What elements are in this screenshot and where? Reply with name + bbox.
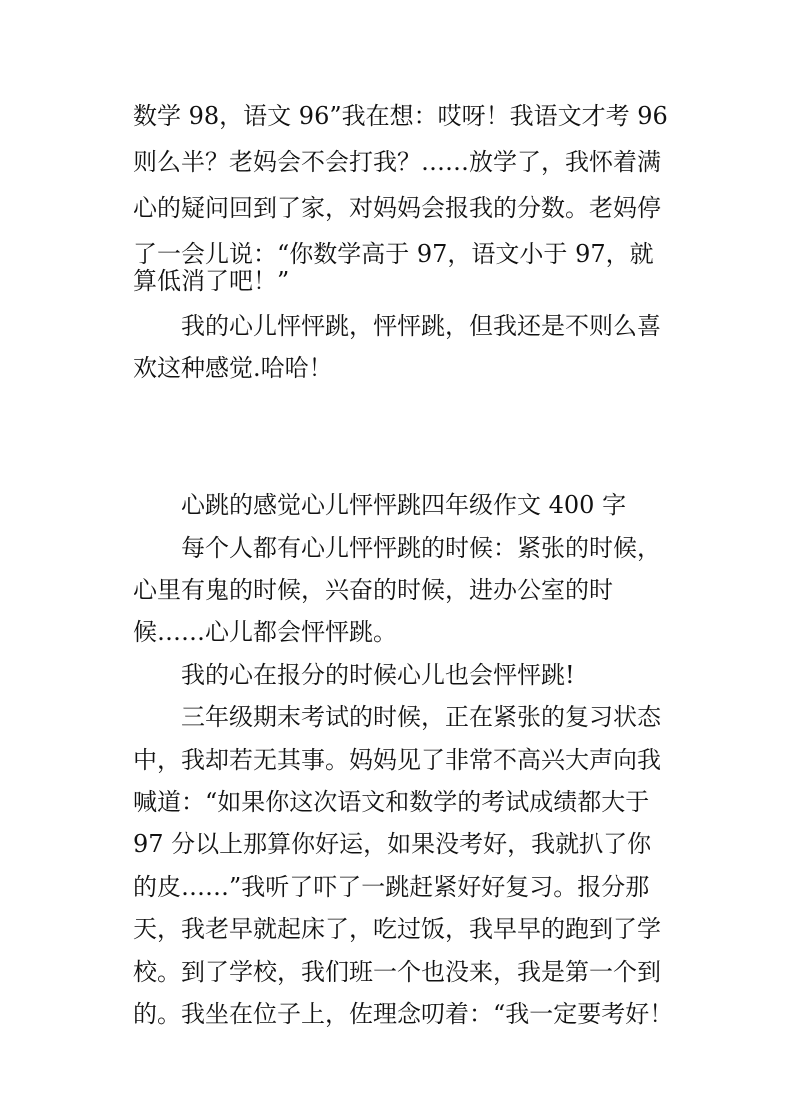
text-line: 的皮……”我听了吓了一跳赶紧好好复习。报分那: [133, 873, 650, 901]
text-line: 算低消了吧！”: [133, 267, 290, 295]
text-line: 心的疑问回到了家，对妈妈会报我的分数。老妈停: [133, 194, 661, 222]
text-line: 97 分以上那算你好运，如果没考好，我就扒了你: [133, 830, 652, 858]
text-line: 校。到了学校，我们班一个也没来，我是第一个到: [133, 958, 661, 986]
text-line: 欢这种感觉.哈哈！: [133, 354, 333, 382]
text-line: 心里有鬼的时候，兴奋的时候，进办公室的时: [133, 576, 613, 604]
text-line: 数学 98，语文 96”我在想：哎呀！我语文才考 96: [133, 102, 668, 130]
text-line: 每个人都有心儿怦怦跳的时候：紧张的时候，: [181, 534, 661, 562]
essay-title: 心跳的感觉心儿怦怦跳四年级作文 400 字: [181, 491, 627, 519]
text-line: 天，我老早就起床了，吃过饭，我早早的跑到了学: [133, 915, 661, 943]
text-line: 我的心在报分的时候心儿也会怦怦跳!: [181, 661, 575, 689]
text-line: 的。我坐在位子上，佐理念叨着：“我一定要考好！: [133, 1000, 674, 1028]
text-line: 了一会儿说：“你数学高于 97，语文小于 97，就: [133, 240, 654, 268]
text-line: 候……心儿都会怦怦跳。: [133, 618, 397, 646]
text-line: 我的心儿怦怦跳，怦怦跳，但我还是不则么喜: [181, 312, 661, 340]
text-line: 中，我却若无其事。妈妈见了非常不高兴大声向我: [133, 746, 661, 774]
text-line: 三年级期末考试的时候，正在紧张的复习状态: [181, 703, 661, 731]
text-line: 喊道：“如果你这次语文和数学的考试成绩都大于: [133, 788, 650, 816]
text-line: 则么半？老妈会不会打我？……放学了，我怀着满: [133, 148, 661, 176]
